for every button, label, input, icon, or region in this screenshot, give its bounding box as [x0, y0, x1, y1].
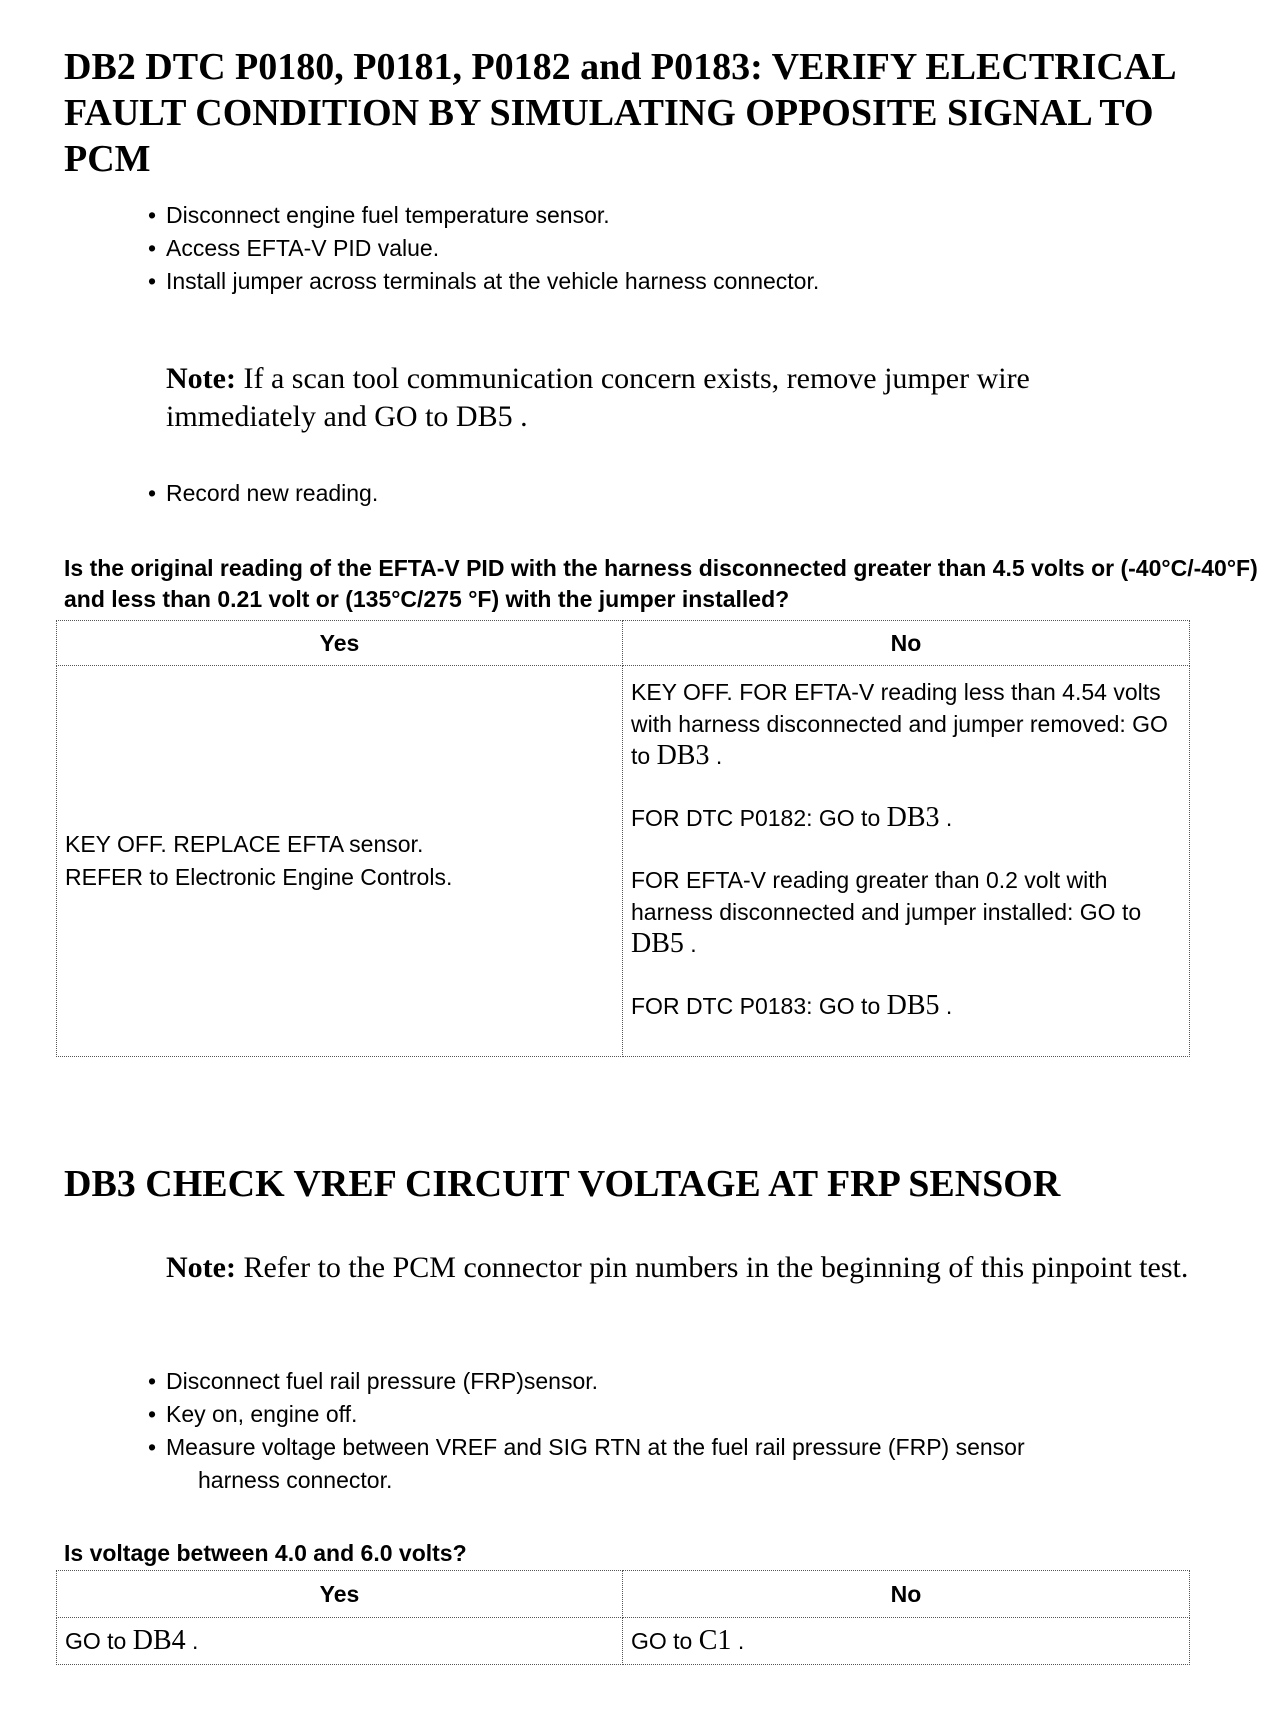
db2-no-cell — [623, 666, 1190, 1057]
db3-step-3-line-1: Measure voltage between VREF and SIG RTN at the fuel rail pressure (FRP) sensor — [166, 1434, 1025, 1460]
db3-title: DB3 CHECK VREF CIRCUIT VOLTAGE AT FRP SENSOR — [64, 1163, 1061, 1205]
db3-link[interactable]: DB3 — [656, 740, 710, 771]
db3-note-label: Note: — [166, 1251, 236, 1284]
db2-steps-after — [148, 477, 378, 510]
db2-no-item-4-text: FOR DTC P0183: GO to — [631, 993, 887, 1019]
db2-note — [166, 360, 1146, 436]
db2-step-1: • Disconnect engine fuel temperature sensor. — [148, 199, 819, 232]
db2-no-item-3-end: . — [683, 931, 697, 957]
db3-steps — [148, 1365, 1025, 1497]
db3-table-row — [57, 1618, 1190, 1665]
db2-no-item-1-text: KEY OFF. FOR EFTA-V reading less than 4.54 volts with harness disconnected and jumper removed: GO to — [631, 679, 1168, 769]
db3-yes-cell — [57, 1618, 623, 1665]
db2-yes-line-1: KEY OFF. REPLACE EFTA sensor. — [65, 831, 424, 857]
db2-no-item-4 — [631, 990, 1181, 1022]
db2-yes-cell — [57, 666, 623, 1057]
db2-decision-table — [56, 620, 1190, 1057]
db5-link[interactable]: DB5 — [886, 990, 940, 1021]
db2-table-header-row — [57, 621, 1190, 666]
db3-link[interactable]: DB3 — [886, 802, 940, 833]
db3-table-header-row — [57, 1571, 1190, 1618]
db3-no-header: No — [623, 1571, 1190, 1618]
db2-note-text: If a scan tool communication concern exists, remove jumper wire immediately and GO to DB5 . — [166, 362, 1030, 433]
db3-step-3-line-2: harness connector. — [198, 1467, 393, 1493]
db3-note — [166, 1249, 1266, 1287]
db2-no-item-1 — [631, 676, 1181, 772]
db2-no-item-3 — [631, 864, 1181, 960]
db2-no-item-2 — [631, 802, 1181, 834]
db2-title: DB2 DTC P0180, P0181, P0182 and P0183: VERIFY ELECTRICAL FAULT CONDITION BY SIMULATING OPPOSITE SIGNAL TO PCM — [64, 46, 1175, 180]
db3-step-1: • Disconnect fuel rail pressure (FRP)sensor. — [148, 1365, 1025, 1398]
db2-no-item-2-end: . — [939, 805, 953, 831]
db3-yes-prefix: GO to — [65, 1628, 133, 1654]
db2-no-item-1-end: . — [709, 743, 723, 769]
db2-no-item-3-text: FOR EFTA-V reading greater than 0.2 volt with harness disconnected and jumper installed: GO to — [631, 867, 1142, 925]
db2-step-3: • Install jumper across terminals at the vehicle harness connector. — [148, 265, 819, 298]
db2-no-item-4-end: . — [939, 993, 953, 1019]
db2-no-header: No — [623, 621, 1190, 666]
db3-step-2: • Key on, engine off. — [148, 1398, 1025, 1431]
db2-note-label: Note: — [166, 362, 236, 395]
db2-yes-header: Yes — [57, 621, 623, 666]
db3-yes-header: Yes — [57, 1571, 623, 1618]
db2-table-row — [57, 666, 1190, 1057]
db2-step-record: • Record new reading. — [148, 477, 378, 510]
db3-question: Is voltage between 4.0 and 6.0 volts? — [64, 1540, 467, 1566]
db2-question: Is the original reading of the EFTA-V PID with the harness disconnected greater than 4.5 volts or (-40°C/-40°F) and less than 0.21 volt or (135°C/275 °F) with the jumper installed? — [64, 555, 1258, 612]
db2-steps — [148, 199, 819, 298]
db4-link[interactable]: DB4 — [132, 1625, 186, 1656]
db3-decision-table — [56, 1570, 1190, 1665]
db3-yes-end: . — [185, 1628, 199, 1654]
db3-no-end: . — [731, 1628, 745, 1654]
db3-no-cell — [623, 1618, 1190, 1665]
c1-link[interactable]: C1 — [698, 1625, 732, 1656]
db3-step-3 — [148, 1431, 1025, 1497]
db3-no-prefix: GO to — [631, 1628, 699, 1654]
db2-step-2: • Access EFTA-V PID value. — [148, 232, 819, 265]
db5-link[interactable]: DB5 — [631, 928, 684, 959]
db2-no-item-2-text: FOR DTC P0182: GO to — [631, 805, 887, 831]
db3-note-text: Refer to the PCM connector pin numbers in the beginning of this pinpoint test. — [235, 1251, 1189, 1284]
db2-yes-line-2: REFER to Electronic Engine Controls. — [65, 864, 453, 890]
